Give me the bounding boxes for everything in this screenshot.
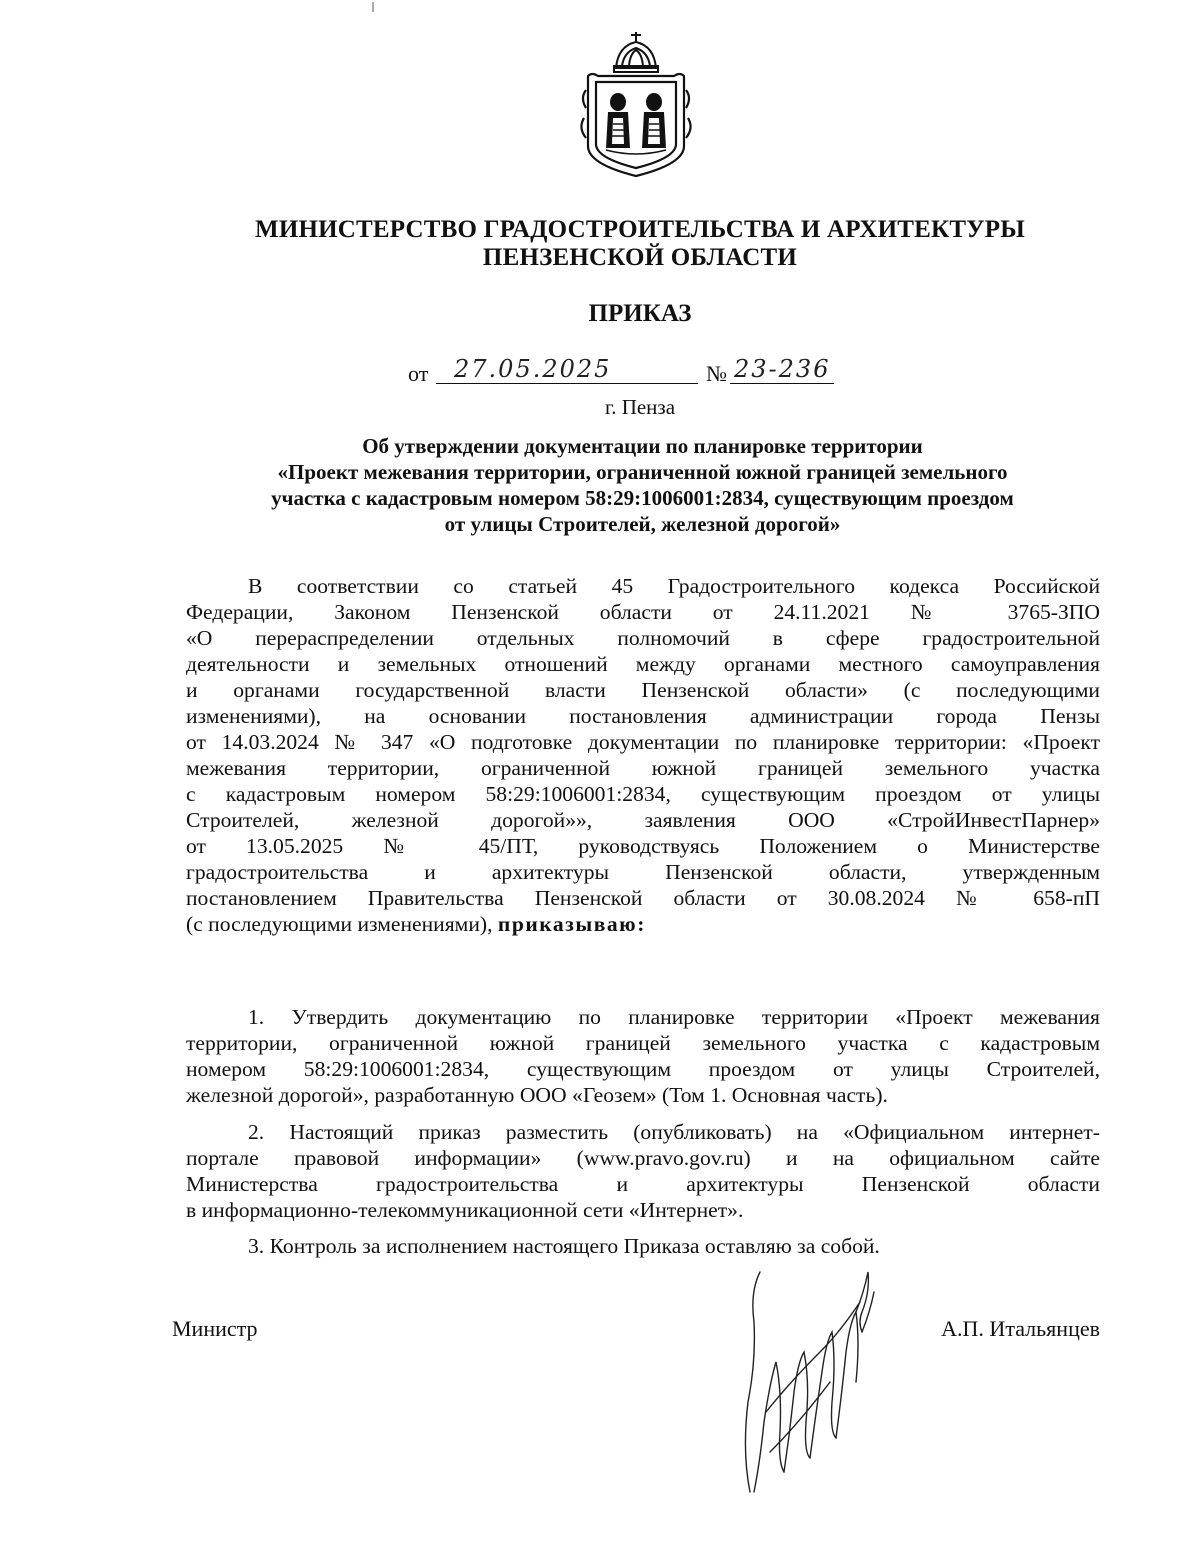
preamble-line: «О перераспределении отдельных полномочий в сфере градостроительной [186,626,1100,650]
order-word: приказываю [497,912,638,936]
preamble-line: и органами государственной власти Пензенской области» (с последующими [186,678,1100,702]
preamble-line: Строителей, железной дорогой»», заявления ООО «СтройИнвестПарнер» [186,808,1100,832]
preamble-line: изменениями), на основании постановления администрации города Пензы [186,704,1100,728]
scan-mark [372,2,374,12]
preamble-line: постановлением Правительства Пензенской области от 30.08.2024 № 658-пП [186,886,1100,910]
item-3-paragraph [186,1233,1100,1259]
subject-line-3: участка с кадастровым номером 58:29:1006001:2834, существующим проездом [271,486,1014,510]
date-number-line [408,355,848,385]
ministry-line-2: ПЕНЗЕНСКОЙ ОБЛАСТИ [482,244,798,271]
preamble-line: В соответствии со статьей 45 Градостроительного кодекса Российской [248,574,1100,598]
item-line: 2. Настоящий приказ разместить (опубликовать) на «Официальном интернет- [248,1120,1100,1144]
date-prefix: от [408,361,429,386]
subject-line-2: «Проект межевания территории, ограниченной южной границей земельного [277,460,1008,484]
city: г. Пенза [604,395,676,419]
preamble-paragraph [186,573,1100,937]
preamble-last-text: (с последующими изменениями), [186,912,493,936]
preamble-line: от 14.03.2024 № 347 «О подготовке документации по планировке территории: «Проект [186,730,1100,754]
item-line: номером 58:29:1006001:2834, существующим проездом от улицы Строителей, [186,1057,1100,1081]
preamble-line: от 13.05.2025 № 45/ПТ, руководствуясь Положением о Министерстве [186,834,1100,858]
item-line: 1. Утвердить документацию по планировке территории «Проект межевания [248,1005,1100,1029]
item-line: Министерства градостроительства и архитектуры Пензенской области [186,1172,1100,1196]
handwritten-date: 27.05.2025 [454,355,612,383]
item-line: в информационно-телекоммуникационной сети «Интернет». [186,1198,744,1222]
handwritten-signature-icon [730,1262,880,1502]
preamble-line: межевания территории, ограниченной южной границей земельного участка [186,756,1100,780]
signatory-name: А.П. Итальянцев [941,1316,1100,1341]
coat-of-arms-icon [578,28,694,178]
preamble-line: градостроительства и архитектуры Пензенской области, утвержденным [186,860,1100,884]
item-2-paragraph [186,1119,1100,1223]
preamble-last-line [186,911,1100,937]
item-1-paragraph [186,1004,1100,1108]
ministry-title [180,216,1100,272]
subject-line-1: Об утверждении документации по планировке территории [362,434,923,458]
date-underline [436,383,698,384]
preamble-line: деятельности и земельных отношений между органами местного самоуправления [186,652,1100,676]
number-underline [730,383,834,384]
item-line: железной дорогой», разработанную ООО «Геозем» (Том 1. Основная часть). [186,1083,888,1107]
preamble-line: с кадастровым номером 58:29:1006001:2834, существующим проездом от улицы [186,782,1100,806]
item-line: портале правовой информации» (www.pravo.gov.ru) и на официальном сайте [186,1146,1100,1170]
item-line: 3. Контроль за исполнением настоящего Приказа оставляю за собой. [248,1234,880,1258]
order-colon: : [637,912,646,936]
preamble-line: Федерации, Законом Пензенской области от 24.11.2021 № 3765-ЗПО [186,600,1100,624]
subject-line-4: от улицы Строителей, железной дорогой» [444,512,841,536]
item-line: территории, ограниченной южной границей земельного участка с кадастровым [186,1031,1100,1055]
document-type: ПРИКАЗ [588,300,692,327]
signatory-position: Министр [172,1316,258,1341]
ministry-line-1: МИНИСТЕРСТВО ГРАДОСТРОИТЕЛЬСТВА И АРХИТЕКТУРЫ [255,216,1025,243]
number-prefix: № [706,361,727,386]
handwritten-number: 23-236 [734,355,831,383]
subject-heading [185,433,1100,537]
